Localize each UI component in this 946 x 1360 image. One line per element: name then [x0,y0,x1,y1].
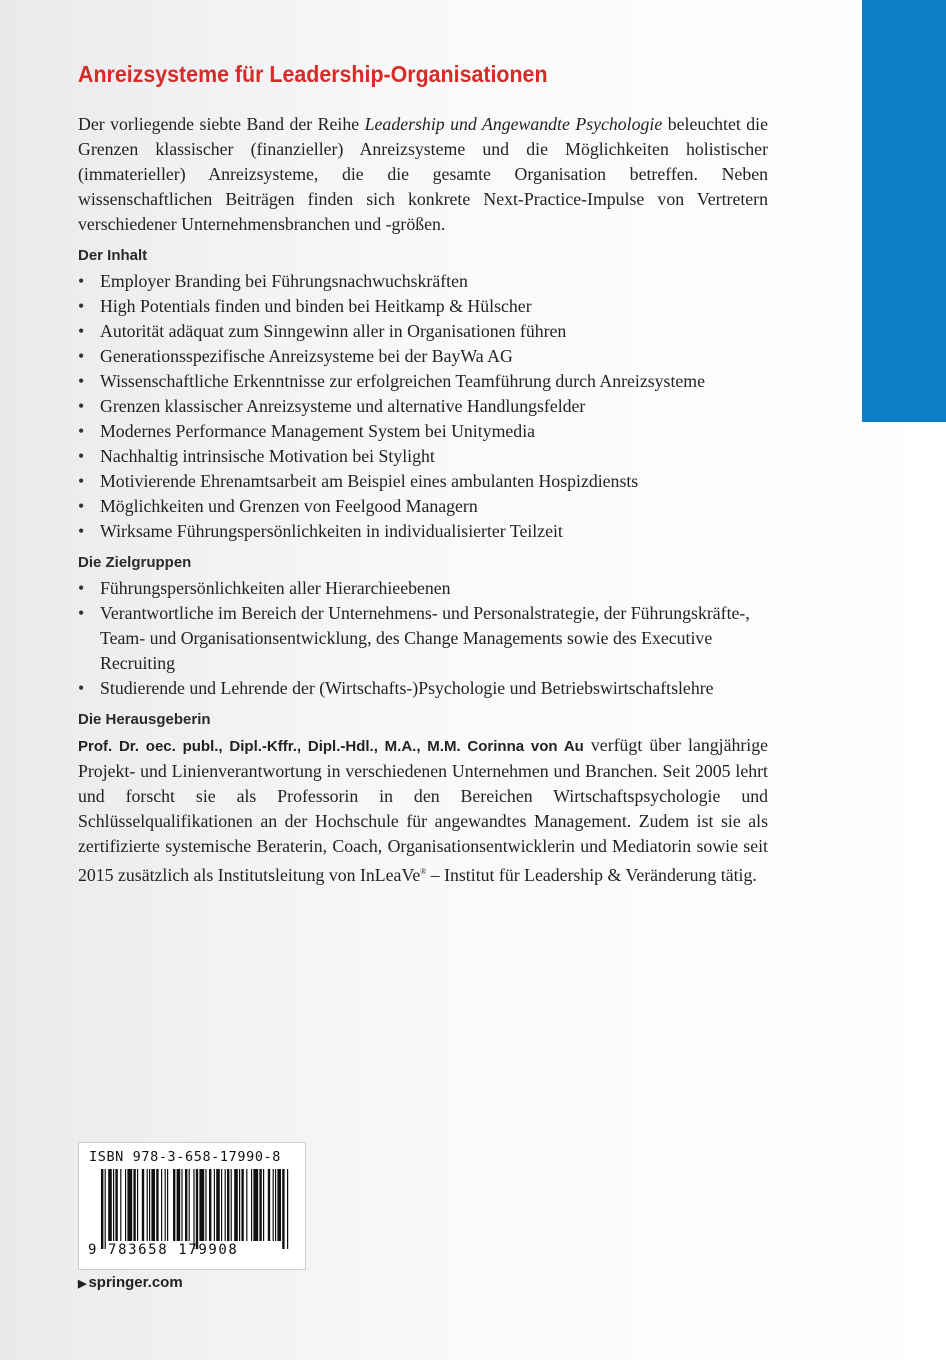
zielgruppen-heading: Die Zielgruppen [78,554,192,571]
blue-edge-tab [862,0,946,422]
back-cover-text [78,58,768,888]
list-item: • Verantwortliche im Bereich der Unternehmens- und Personalstrategie, der Führungskräfte-, Team- und Organisationsentwicklung, des Change Managements sowie des Executive Recruiting [78,601,768,676]
editor-bio-text-2: – Institut für Leadership & Veränderung tätig. [426,865,757,885]
list-item: • Autorität adäquat zum Sinngewinn aller in Organisationen führen [78,319,768,344]
editor-name: Prof. Dr. oec. publ., Dipl.-Kffr., Dipl.-Hdl., M.A., M.M. Corinna von Au [78,738,584,755]
list-item: • Generationsspezifische Anreizsysteme bei der BayWa AG [78,344,768,369]
barcode-icon [101,1169,291,1249]
intro-text-2: beleuchtet die Grenzen klassischer (finanzieller) Anreizsysteme und die Möglichkeiten holistischer (immaterieller) Anreizsysteme, die die gesamte Organisation betreffen. Neben wissenschaftlichen Beiträgen finden sich konkrete Next-Practice-Impulse von Vertretern verschiedener Unternehmensbranchen und -größen. [78,114,768,234]
publisher-link[interactable] [78,1274,183,1291]
ean-digits: 9 783658 179908 [88,1242,239,1258]
list-item: • Grenzen klassischer Anreizsysteme und alternative Handlungsfelder [78,394,768,419]
inhalt-heading: Der Inhalt [78,247,148,264]
list-item: • Nachhaltig intrinsische Motivation bei Stylight [78,444,768,469]
publisher-website: springer.com [88,1274,183,1291]
inhalt-list [78,269,768,544]
list-item: • Möglichkeiten und Grenzen von Feelgood Managern [78,494,768,519]
list-item: • Employer Branding bei Führungsnachwuchskräften [78,269,768,294]
editor-bio-text-1: verfügt über langjährige Projekt- und Linienverantwortung in verschiedenen Unternehmen und Branchen. Seit 2005 lehrt und forscht sie als Professorin in den Bereichen Wirtschaftspsychologie und Schlüsselqualifikationen an der Hochschule für angewandtes Management. Zudem ist sie als zertifizierte systemische Beraterin, Coach, Organisationsentwicklerin und Mediatorin sowie seit 2015 zusätzlich als Institutsleitung von InLeaVe [78,735,769,885]
list-item: • Führungspersönlichkeiten aller Hierarchieebenen [78,576,768,601]
isbn-label: ISBN 978-3-658-17990-8 [89,1149,282,1165]
barcode-box [78,1142,306,1270]
list-item: • High Potentials finden und binden bei Heitkamp & Hülscher [78,294,768,319]
list-item: • Motivierende Ehrenamtsarbeit am Beispiel eines ambulanten Hospizdiensts [78,469,768,494]
editor-bio [78,733,768,888]
list-item: • Studierende und Lehrende der (Wirtschafts-)Psychologie und Betriebswirtschaftslehre [78,676,768,701]
arrow-right-icon: ▶ [78,1278,87,1290]
herausgeberin-heading: Die Herausgeberin [78,711,211,728]
intro-paragraph [78,112,768,237]
list-item: • Wissenschaftliche Erkenntnisse zur erfolgreichen Teamführung durch Anreizsysteme [78,369,768,394]
list-item: • Modernes Performance Management System bei Unitymedia [78,419,768,444]
series-name: Leadership und Angewandte Psychologie [364,114,663,134]
list-item: • Wirksame Führungspersönlichkeiten in individualisierter Teilzeit [78,519,768,544]
zielgruppen-list [78,576,768,701]
registered-mark: ® [420,867,427,876]
book-title: Anreizsysteme für Leadership-Organisationen [78,61,548,87]
intro-text-1: Der vorliegende siebte Band der Reihe [78,114,365,134]
